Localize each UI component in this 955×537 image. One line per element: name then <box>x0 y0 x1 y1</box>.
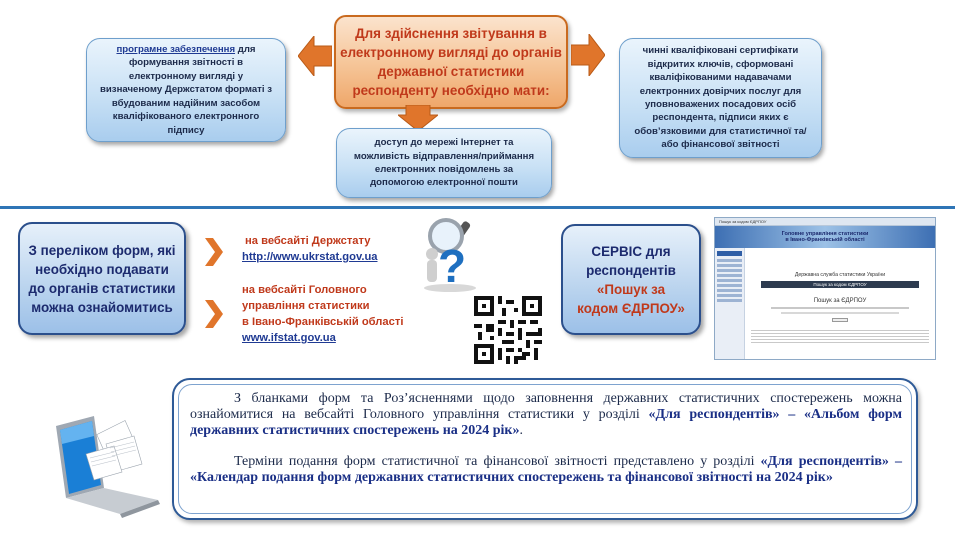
service-line4: кодом ЄДРПОУ» <box>577 300 685 316</box>
ifstat-label-2: управління статистики <box>242 300 370 312</box>
website-screenshot <box>714 217 936 360</box>
note-paragraph-1 <box>190 391 902 439</box>
certificates-box <box>619 38 822 158</box>
chevron-right-icon <box>205 300 223 328</box>
screenshot-header2: в Івано-Франківській області <box>785 237 865 243</box>
service-line3: «Пошук за <box>596 281 666 297</box>
ifstat-link-block <box>242 282 403 346</box>
note-p2-section: «Для респондентів» – «Календар подання форм державних статистичних спостережень та фінансової звітності на 2024 рік» <box>190 454 902 485</box>
software-box <box>86 38 286 142</box>
chevron-right-icon <box>205 238 223 266</box>
note-p1-section: «Для респондентів» – «Альбом форм державних статистичних спостережень на 2024 рік» <box>190 407 902 438</box>
screenshot-header1: Головне управління статистики <box>781 231 869 237</box>
service-box[interactable] <box>561 224 701 335</box>
arrow-right-icon <box>571 34 605 76</box>
divider <box>0 206 955 209</box>
internet-text: доступ до мережі Інтернет та можливість відправлення/приймання електронних повідомлень за допомогою електронної пошти <box>353 137 535 189</box>
software-text: для формування звітності в електронному вигляді у визначеному Держстатом форматі з вбудованим надійним засобом кваліфікованого електронного підпису <box>100 44 272 136</box>
center-title: Для здійснення звітування в електронному вигляді до органів державної статистики респонденту необхідно мати: <box>340 26 562 98</box>
certificates-text: чинні кваліфіковані сертифікати відкритих ключів, сформовані кваліфікованими надавачами електронних довірчих послуг для уповноважених посадових осіб респондента, підписи яких є обов’язковими для статистичної та/або фінансової звітності <box>634 45 807 151</box>
center-title-box <box>334 15 568 109</box>
magnifier-question-icon <box>410 214 490 294</box>
ukrstat-link-block <box>242 233 378 265</box>
ifstat-url[interactable]: www.ifstat.gov.ua <box>242 332 336 344</box>
screenshot-service-title: Державна служба статистики України <box>794 272 886 278</box>
qr-code-icon[interactable] <box>474 296 542 364</box>
ukrstat-label: на вебсайті Держстату <box>245 235 371 247</box>
screenshot-service-bar: Пошук за кодом ЄДРПОУ <box>813 282 867 287</box>
screenshot-tab: Пошук за кодом ЄДРПОУ <box>719 219 767 224</box>
note-box <box>172 378 918 520</box>
screenshot-form-title: Пошук за ЄДРПОУ <box>813 298 867 304</box>
service-line2: респондентів <box>586 262 676 278</box>
forms-info-text: З переліком форм, які необхідно подавати до органів статистики можна ознайомитись <box>28 242 176 315</box>
svg-text:?: ? <box>437 240 467 292</box>
note-p1-text: З бланками форм та Роз’ясненнями щодо заповнення державних статистичних спостережень можна ознайомитися на вебсайті Головного управління статистики у розділі <box>190 391 902 422</box>
forms-info-box <box>18 222 186 335</box>
ukrstat-url[interactable]: http://www.ukrstat.gov.ua <box>242 251 378 263</box>
service-line1: СЕРВІС для <box>591 243 671 259</box>
ifstat-label-3: в Івано-Франківській області <box>242 316 404 328</box>
arrow-left-icon <box>298 36 332 76</box>
ifstat-label-1: на вебсайті Головного <box>242 284 367 296</box>
note-p2-text: Терміни подання форм статистичної та фінансової звітності представлено у розділі <box>234 454 761 469</box>
laptop-documents-icon <box>36 414 166 519</box>
note-paragraph-2 <box>190 454 902 486</box>
software-link[interactable]: програмне забезпечення <box>116 44 236 56</box>
internet-box <box>336 128 552 198</box>
note-p1-end: . <box>519 423 523 438</box>
